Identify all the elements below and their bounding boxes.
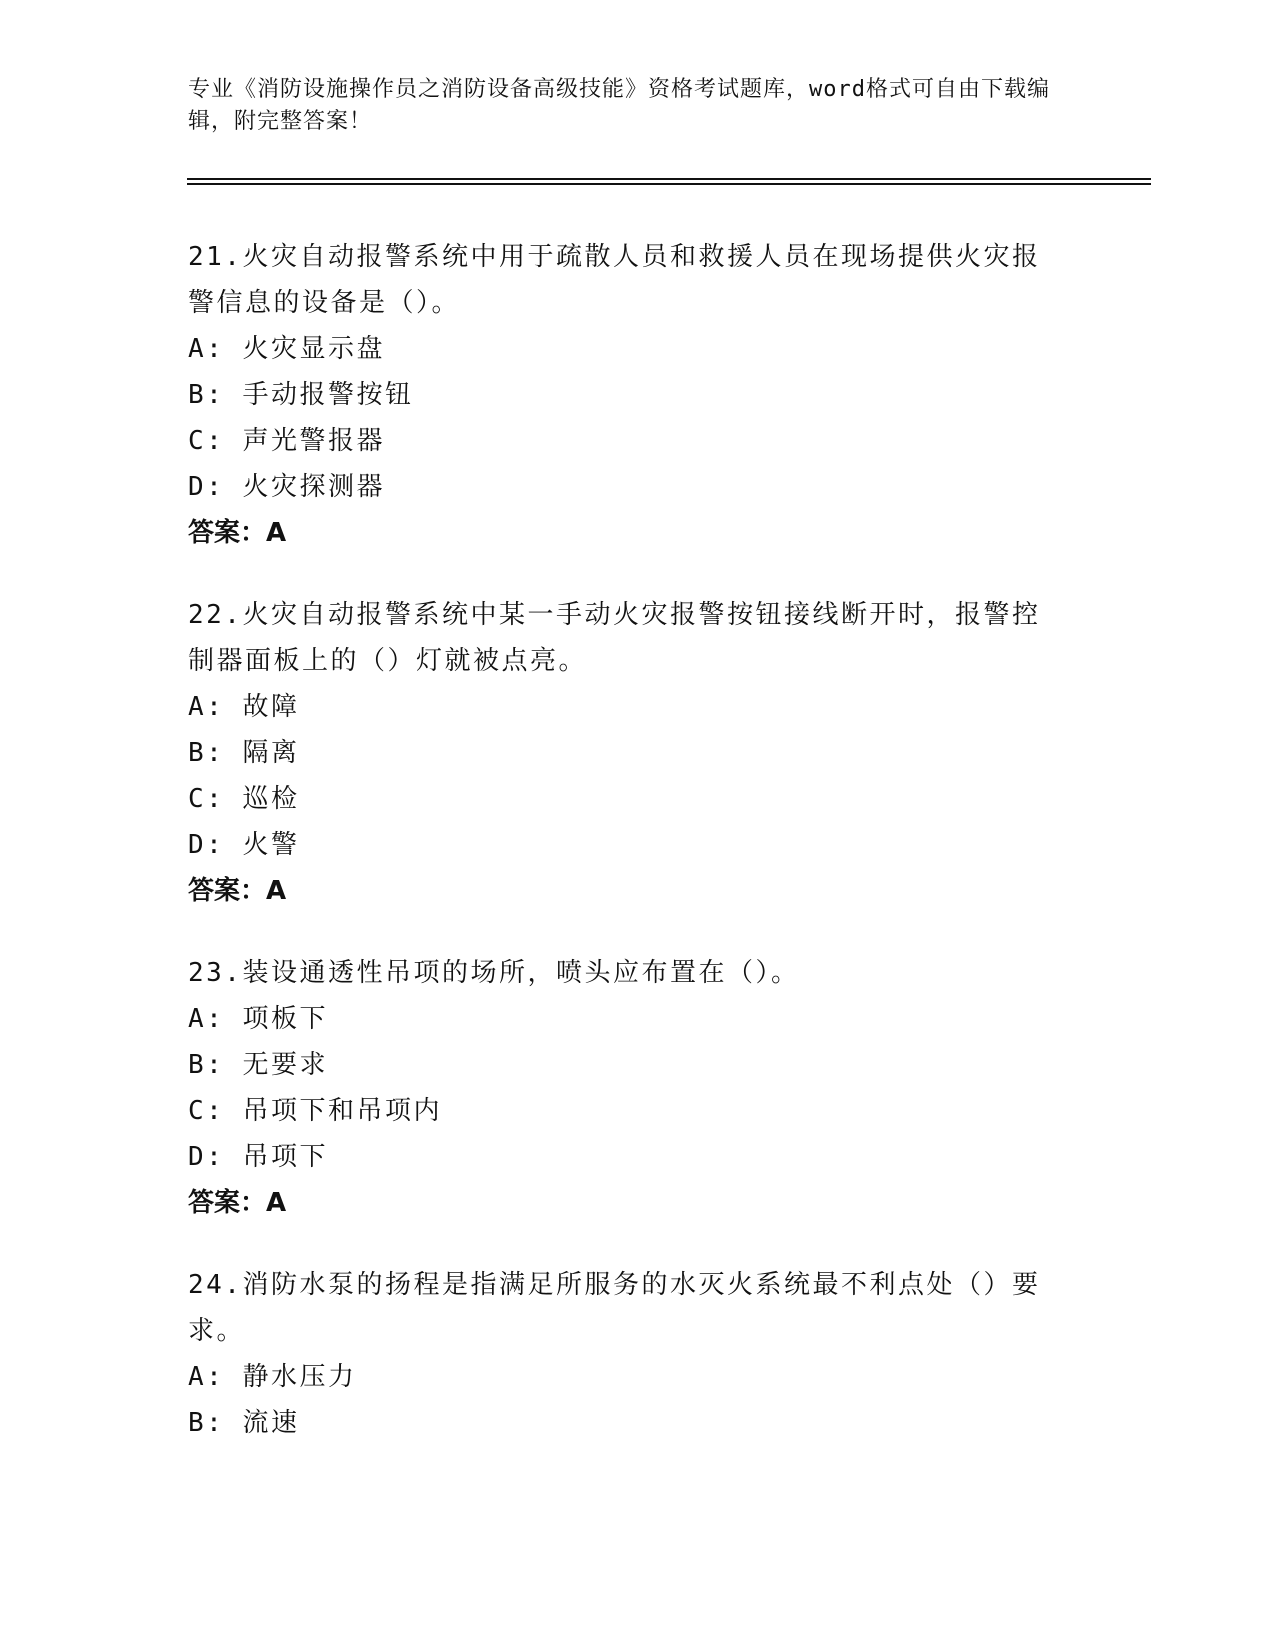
option-d: D: 吊项下 bbox=[188, 1142, 328, 1172]
option-a: A: 项板下 bbox=[188, 1004, 328, 1034]
document-header: 专业《消防设施操作员之消防设备高级技能》资格考试题库，word格式可自由下载编辑，附完整答案！ bbox=[188, 77, 1050, 134]
answer-label: 答案：A bbox=[188, 876, 287, 906]
option-b: B: 无要求 bbox=[188, 1050, 328, 1080]
option-a: A: 火灾显示盘 bbox=[188, 334, 385, 364]
question-stem: 22.火灾自动报警系统中某一手动火灾报警按钮接线断开时，报警控制器面板上的（）灯就被点亮。 bbox=[188, 600, 1041, 676]
header-divider-bottom bbox=[187, 183, 1151, 185]
question-stem: 21.火灾自动报警系统中用于疏散人员和救援人员在现场提供火灾报警信息的设备是（）。 bbox=[188, 242, 1041, 318]
question-24 bbox=[188, 1262, 1088, 1446]
question-23 bbox=[188, 950, 1088, 1226]
option-c: C: 巡检 bbox=[188, 784, 300, 814]
option-b: B: 隔离 bbox=[188, 738, 300, 768]
header-divider-top bbox=[187, 178, 1151, 180]
option-c: C: 吊项下和吊项内 bbox=[188, 1096, 442, 1126]
question-22 bbox=[188, 592, 1088, 914]
question-stem: 24.消防水泵的扬程是指满足所服务的水灭火系统最不利点处（）要求。 bbox=[188, 1270, 1041, 1346]
option-d: D: 火警 bbox=[188, 830, 300, 860]
option-c: C: 声光警报器 bbox=[188, 426, 385, 456]
answer-label: 答案：A bbox=[188, 1188, 287, 1218]
option-b: B: 手动报警按钮 bbox=[188, 380, 414, 410]
question-21 bbox=[188, 234, 1088, 556]
answer-label: 答案：A bbox=[188, 518, 287, 548]
question-list bbox=[188, 234, 1088, 1482]
question-stem: 23.装设通透性吊项的场所，喷头应布置在（）。 bbox=[188, 958, 800, 988]
option-a: A: 故障 bbox=[188, 692, 300, 722]
option-b: B: 流速 bbox=[188, 1408, 300, 1438]
option-a: A: 静水压力 bbox=[188, 1362, 357, 1392]
option-d: D: 火灾探测器 bbox=[188, 472, 385, 502]
